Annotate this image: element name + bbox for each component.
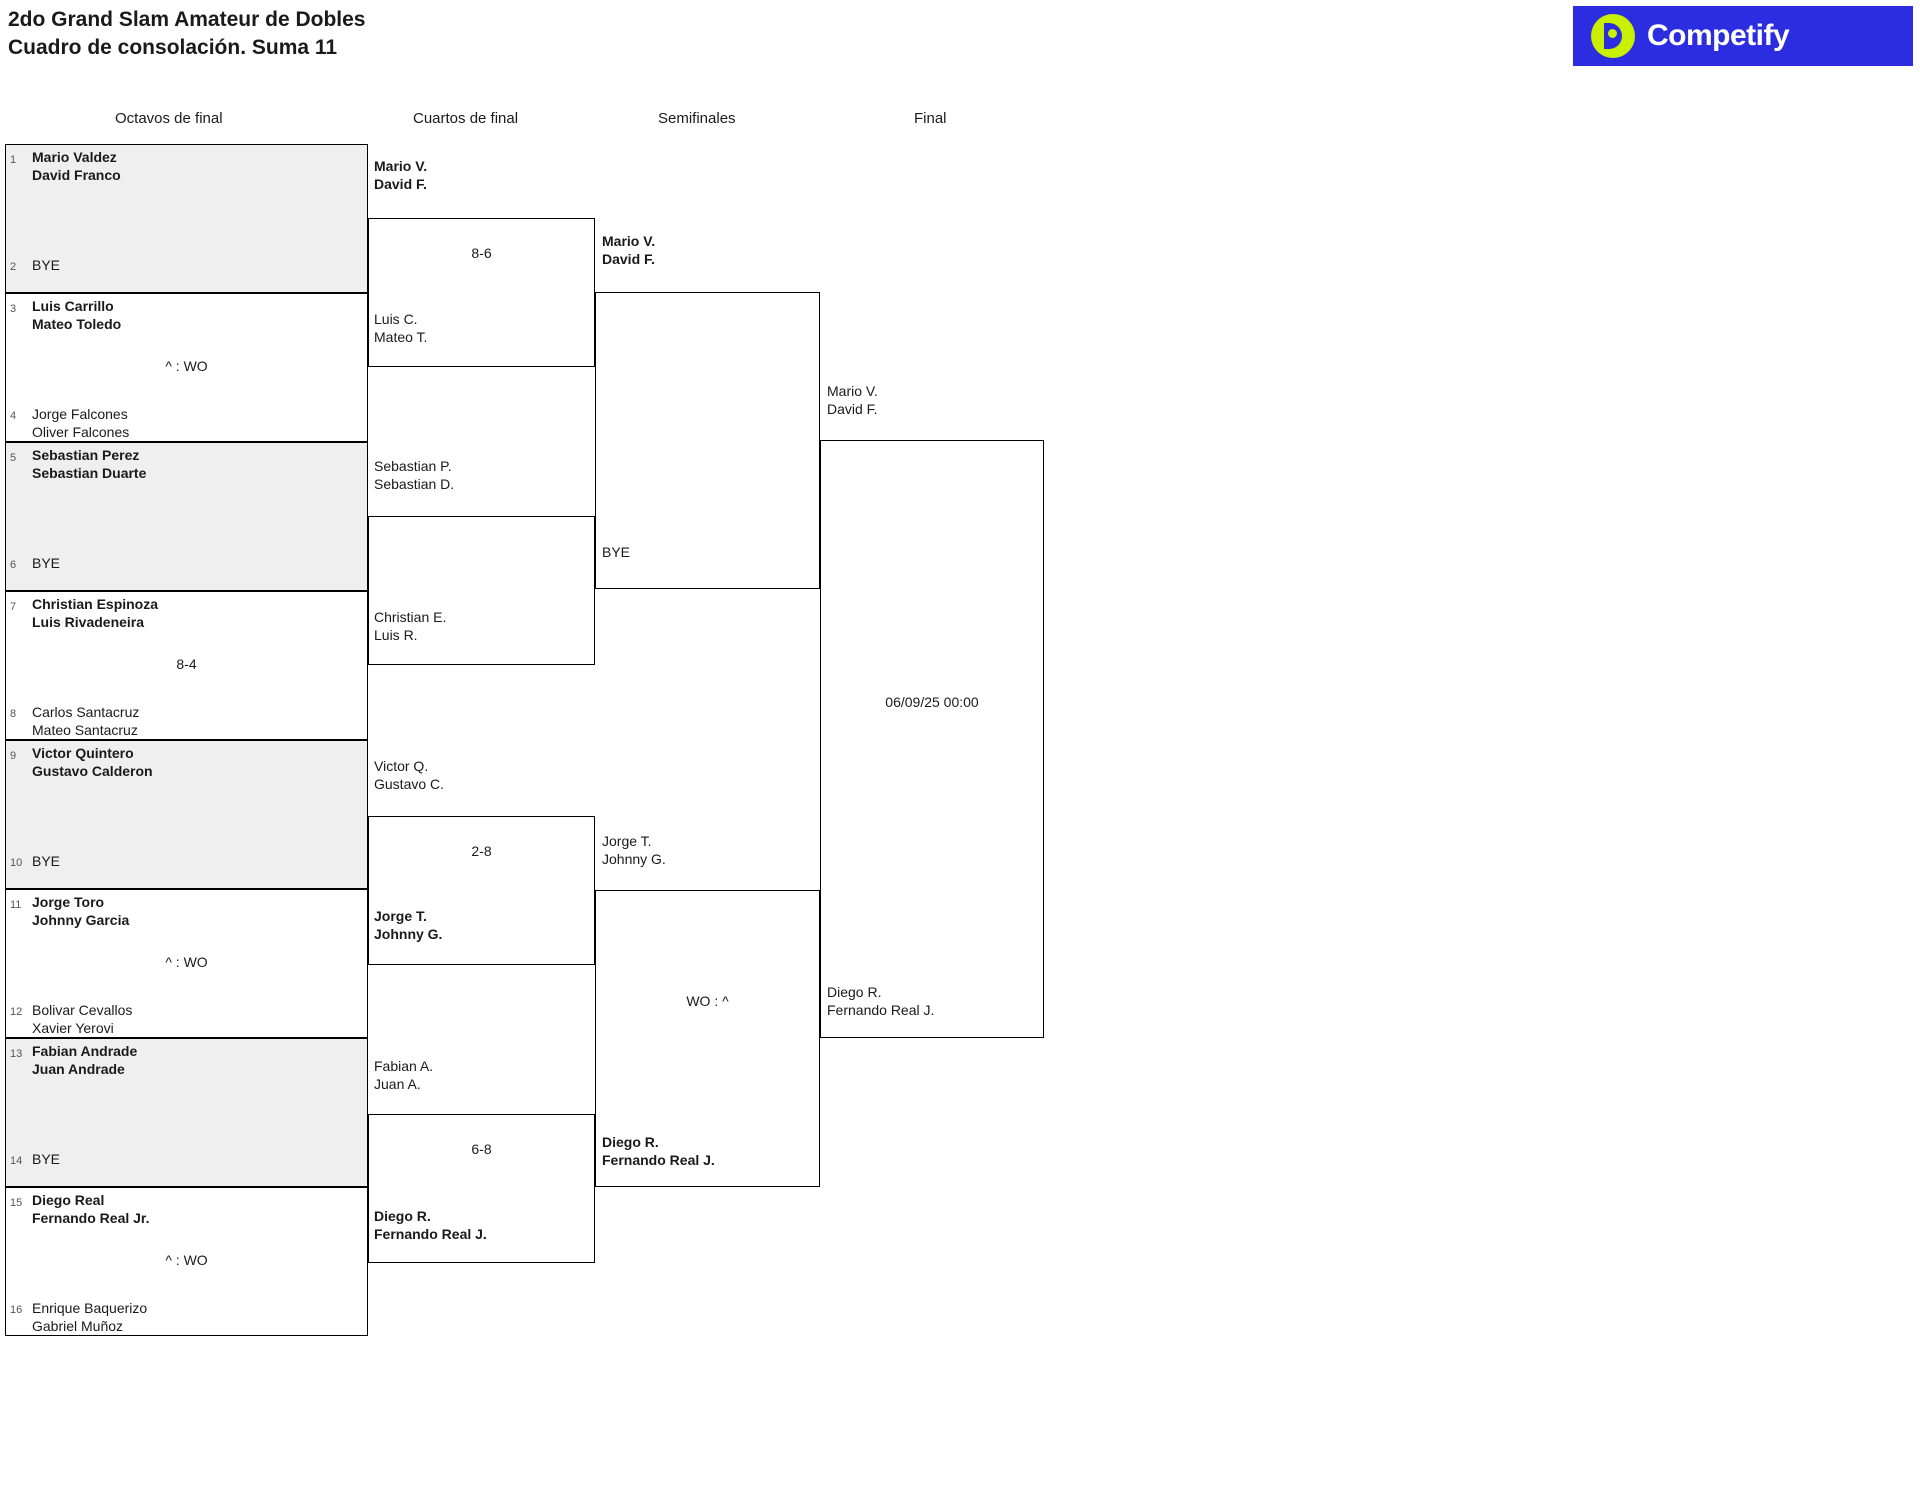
r3-match-2-score: WO : ^ xyxy=(686,993,729,1009)
r2-match-1-team-bottom: Luis C. Mateo T. xyxy=(374,311,428,345)
r1-match-6[interactable] xyxy=(5,889,368,1038)
seed-number: 13 xyxy=(10,1048,23,1060)
team-bottom: BYE xyxy=(32,1151,61,1167)
match-score: ^ : WO xyxy=(165,954,208,970)
r2-match-2-team-bottom: Christian E. Luis R. xyxy=(374,609,447,643)
seed-number: 1 xyxy=(10,154,17,166)
team-bottom: Bolivar Cevallos Xavier Yerovi xyxy=(32,1002,133,1036)
team-top: Mario Valdez David Franco xyxy=(32,149,121,183)
page-title xyxy=(8,6,365,63)
team-top: Sebastian Perez Sebastian Duarte xyxy=(32,447,147,481)
r1-match-5[interactable] xyxy=(5,740,368,889)
team-bottom: Enrique Baquerizo Gabriel Muñoz xyxy=(32,1300,148,1334)
competify-mark-icon xyxy=(1591,14,1635,58)
r2-match-1-team-top: Mario V. David F. xyxy=(374,158,428,192)
r2-match-3-team-top: Victor Q. Gustavo C. xyxy=(374,758,445,792)
r1-match-1[interactable] xyxy=(5,144,368,293)
final-team-top: Mario V. David F. xyxy=(827,383,878,417)
r2-match-1-score: 8-6 xyxy=(471,245,492,261)
team-top: Luis Carrillo Mateo Toledo xyxy=(32,298,122,332)
r3-match-2-team-top: Jorge T. Johnny G. xyxy=(602,833,666,867)
seed-number: 11 xyxy=(10,899,22,911)
team-top: Diego Real Fernando Real Jr. xyxy=(32,1192,150,1226)
round-label-final: Final xyxy=(914,110,947,127)
seed-number: 5 xyxy=(10,452,17,464)
competify-wordmark: Competify xyxy=(1647,19,1790,52)
team-top: Victor Quintero Gustavo Calderon xyxy=(32,745,153,779)
r1-match-2[interactable] xyxy=(5,293,368,442)
seed-number: 3 xyxy=(10,303,17,315)
seed-number: 16 xyxy=(10,1304,23,1316)
round-label-cuartos: Cuartos de final xyxy=(413,110,519,127)
seed-number: 4 xyxy=(10,410,17,422)
seed-number: 9 xyxy=(10,750,17,762)
r1-match-7[interactable] xyxy=(5,1038,368,1187)
r1-match-8[interactable] xyxy=(5,1187,368,1336)
team-bottom: Jorge Falcones Oliver Falcones xyxy=(32,406,130,440)
r2-match-2-team-top: Sebastian P. Sebastian D. xyxy=(374,458,455,492)
r2-match-4-team-bottom: Diego R. Fernando Real J. xyxy=(374,1208,487,1242)
title-line-2: Cuadro de consolación. Suma 11 xyxy=(8,36,338,60)
seed-number: 8 xyxy=(10,708,17,720)
seed-number: 14 xyxy=(10,1155,23,1167)
final-match-connector[interactable] xyxy=(820,440,1044,1038)
seed-number: 12 xyxy=(10,1006,23,1018)
match-score: ^ : WO xyxy=(165,358,208,374)
match-score: 8-4 xyxy=(176,656,197,672)
r2-match-3-team-bottom: Jorge T. Johnny G. xyxy=(374,908,443,942)
team-bottom: BYE xyxy=(32,555,61,571)
team-bottom: Carlos Santacruz Mateo Santacruz xyxy=(32,704,140,738)
seed-number: 6 xyxy=(10,559,17,571)
team-bottom: BYE xyxy=(32,257,61,273)
match-score: ^ : WO xyxy=(165,1252,208,1268)
team-top: Jorge Toro Johnny Garcia xyxy=(32,894,130,928)
round-label-octavos: Octavos de final xyxy=(115,110,223,127)
title-line-1: 2do Grand Slam Amateur de Dobles xyxy=(8,8,366,31)
r2-match-4-score: 6-8 xyxy=(471,1141,492,1157)
seed-number: 15 xyxy=(10,1197,23,1209)
team-top: Fabian Andrade Juan Andrade xyxy=(32,1043,138,1077)
r2-match-3-score: 2-8 xyxy=(471,843,492,859)
r3-match-1-team-bottom: BYE xyxy=(602,544,631,560)
final-team-bottom: Diego R. Fernando Real J. xyxy=(827,984,935,1018)
r3-match-1-team-top: Mario V. David F. xyxy=(602,233,656,267)
r3-match-2-team-bottom: Diego R. Fernando Real J. xyxy=(602,1134,715,1168)
r2-match-4-team-top: Fabian A. Juan A. xyxy=(374,1058,434,1092)
round-label-semifinales: Semifinales xyxy=(658,110,736,127)
final-match-datetime: 06/09/25 00:00 xyxy=(885,694,979,710)
r1-match-4[interactable] xyxy=(5,591,368,740)
competify-logo xyxy=(1573,6,1913,66)
team-top: Christian Espinoza Luis Rivadeneira xyxy=(32,596,159,630)
r1-match-3[interactable] xyxy=(5,442,368,591)
seed-number: 2 xyxy=(10,261,17,273)
seed-number: 10 xyxy=(10,857,23,869)
seed-number: 7 xyxy=(10,601,17,613)
team-bottom: BYE xyxy=(32,853,61,869)
